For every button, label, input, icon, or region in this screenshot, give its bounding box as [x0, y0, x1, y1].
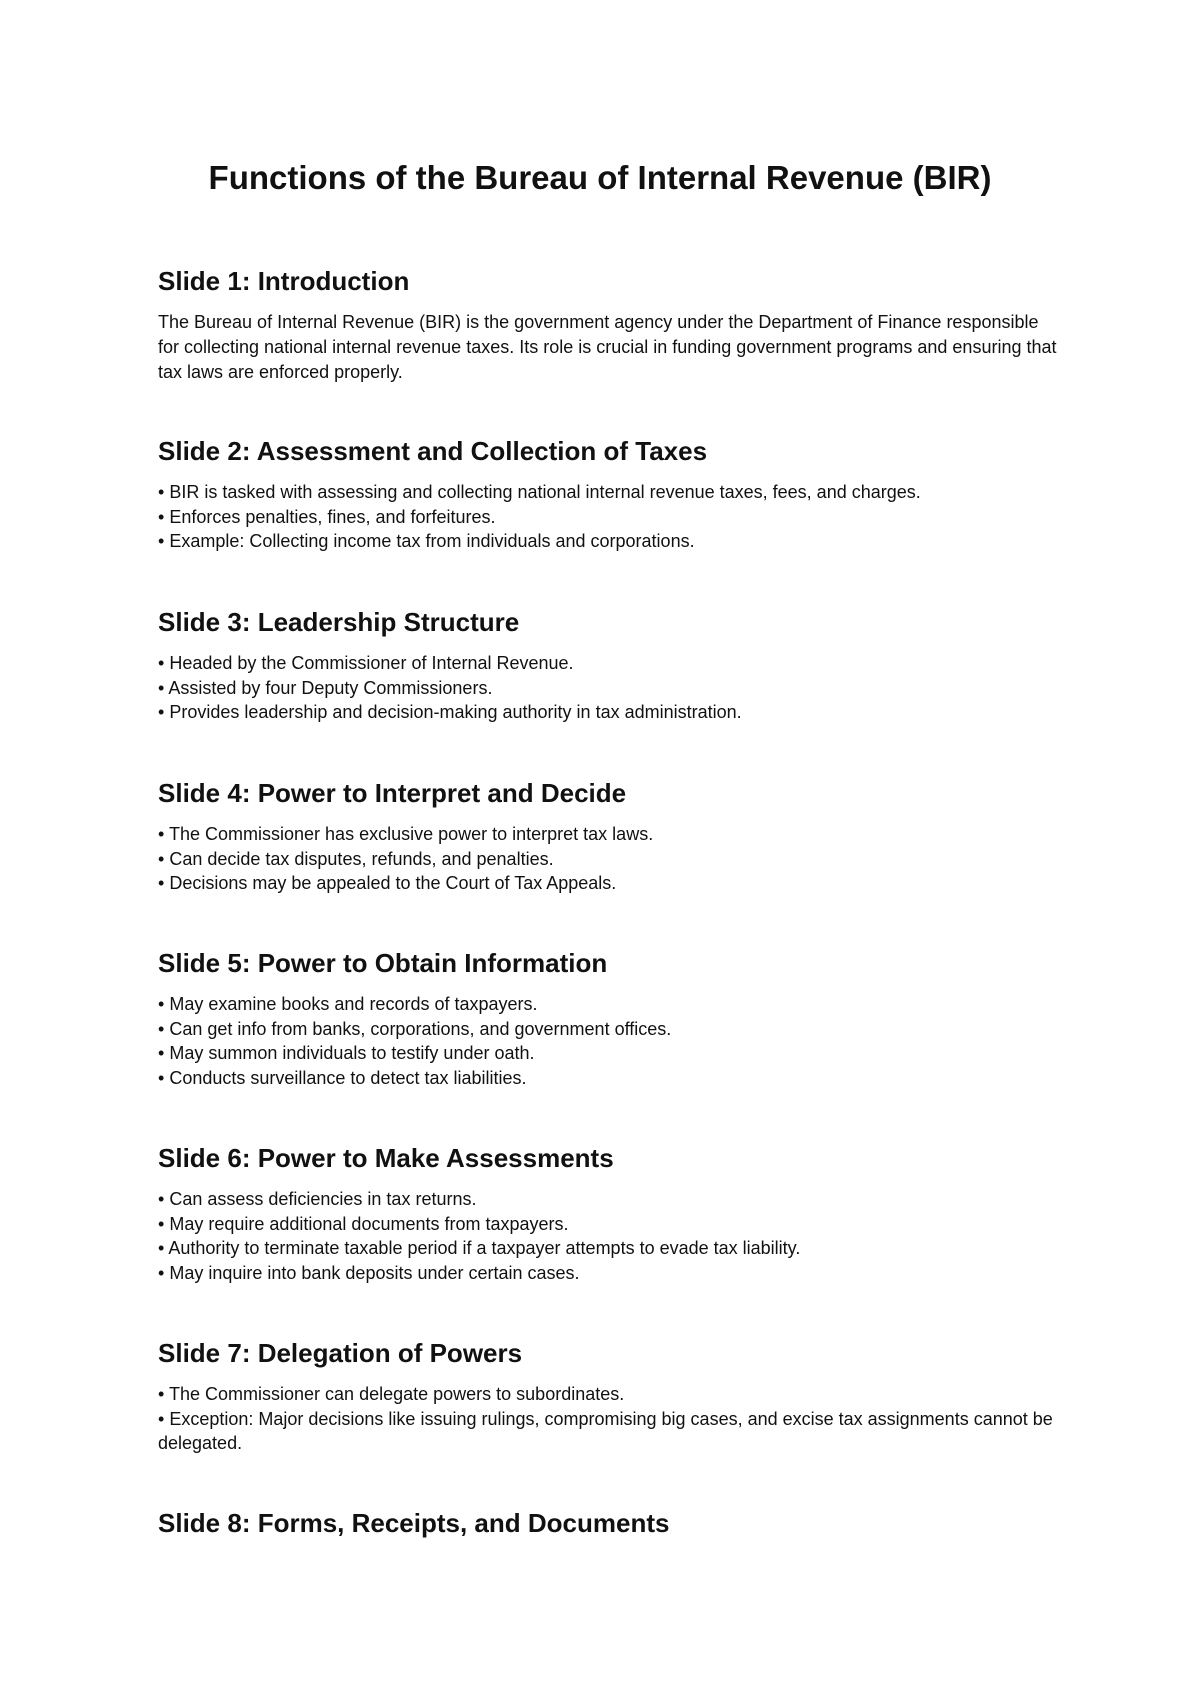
slide-3-section — [158, 605, 1058, 725]
list-item-text: Conducts surveillance to detect tax liabilities. — [169, 1067, 527, 1088]
bullet-glyph: • — [158, 824, 165, 844]
list-item — [158, 676, 1058, 701]
slide-7-section — [158, 1336, 1058, 1456]
list-item-text: The Commissioner can delegate powers to subordinates. — [169, 1384, 625, 1404]
list-item — [158, 505, 1058, 530]
list-item — [158, 1066, 1058, 1091]
slide-6-heading: Slide 6: Power to Make Assessments — [158, 1143, 614, 1173]
bullet-glyph: • — [158, 1213, 165, 1234]
bullet-glyph: • — [158, 1408, 165, 1429]
list-item — [158, 822, 1058, 847]
list-item — [158, 992, 1058, 1017]
list-item-text: Can get info from banks, corporations, and government offices. — [169, 1018, 672, 1039]
list-item — [158, 1017, 1058, 1042]
list-item-text: Enforces penalties, fines, and forfeitures. — [169, 506, 496, 527]
list-item-text: BIR is tasked with assessing and collecting national internal revenue taxes, fees, and charges. — [169, 482, 921, 502]
list-item-text: Decisions may be appealed to the Court of Tax Appeals. — [169, 873, 617, 893]
list-item — [158, 1236, 1058, 1261]
slide-3-heading: Slide 3: Leadership Structure — [158, 607, 520, 637]
slide-8-heading: Slide 8: Forms, Receipts, and Documents — [158, 1508, 670, 1538]
list-item-text: Provides leadership and decision-making authority in tax administration. — [169, 702, 742, 722]
slide-7-bullet-list — [158, 1382, 1058, 1456]
list-item — [158, 529, 1058, 554]
slide-4-bullet-list — [158, 822, 1058, 896]
slide-6-bullet-list — [158, 1187, 1058, 1285]
bullet-glyph: • — [158, 1189, 165, 1209]
bullet-glyph: • — [158, 848, 165, 869]
list-item-text: May inquire into bank deposits under certain cases. — [169, 1262, 580, 1283]
list-item-text: May summon individuals to testify under oath. — [169, 1043, 535, 1063]
list-item — [158, 480, 1058, 505]
list-item-text: Assisted by four Deputy Commissioners. — [168, 677, 493, 698]
slide-2-heading: Slide 2: Assessment and Collection of Taxes — [158, 436, 708, 466]
list-item — [158, 1212, 1058, 1237]
slide-8-section — [158, 1506, 1058, 1540]
list-item — [158, 847, 1058, 872]
bullet-glyph: • — [158, 1043, 165, 1063]
bullet-glyph: • — [158, 482, 165, 502]
bullet-glyph: • — [158, 677, 165, 698]
list-item-text: Authority to terminate taxable period if a taxpayer attempts to evade tax liability. — [168, 1238, 801, 1258]
list-item-text: Headed by the Commissioner of Internal Revenue. — [169, 653, 574, 673]
list-item-text: May require additional documents from taxpayers. — [169, 1213, 569, 1234]
slide-4-section — [158, 776, 1058, 896]
slide-7-heading: Slide 7: Delegation of Powers — [158, 1338, 523, 1368]
slide-5-heading: Slide 5: Power to Obtain Information — [158, 948, 608, 978]
slide-1-section — [158, 264, 1058, 385]
bullet-glyph: • — [158, 1067, 165, 1088]
document-title: Functions of the Bureau of Internal Revenue (BIR) — [208, 159, 992, 196]
slide-4-heading: Slide 4: Power to Interpret and Decide — [158, 778, 627, 808]
slide-1-heading: Slide 1: Introduction — [158, 266, 410, 296]
list-item-text: Example: Collecting income tax from individuals and corporations. — [169, 531, 695, 551]
slide-2-section — [158, 434, 1058, 554]
bullet-glyph: • — [158, 1018, 165, 1039]
bullet-glyph: • — [158, 1384, 165, 1404]
list-item-text: Exception: Major decisions like issuing rulings, compromising big cases, and excise tax assignments cannot be delegated. — [158, 1408, 1053, 1453]
list-item — [158, 1382, 1058, 1407]
list-item-text: May examine books and records of taxpayers. — [169, 994, 538, 1014]
bullet-glyph: • — [158, 506, 165, 527]
bullet-glyph: • — [158, 994, 165, 1014]
list-item — [158, 1041, 1058, 1066]
bullet-glyph: • — [158, 1238, 165, 1258]
bullet-glyph: • — [158, 873, 165, 893]
bullet-glyph: • — [158, 1262, 165, 1283]
list-item — [158, 871, 1058, 896]
list-item-text: Can assess deficiencies in tax returns. — [169, 1189, 477, 1209]
list-item — [158, 1407, 1058, 1456]
list-item-text: The Commissioner has exclusive power to interpret tax laws. — [169, 824, 654, 844]
slide-5-section — [158, 946, 1058, 1090]
slide-3-bullet-list — [158, 651, 1058, 725]
bullet-glyph: • — [158, 653, 165, 673]
slide-5-bullet-list — [158, 992, 1058, 1090]
slide-1-paragraph: The Bureau of Internal Revenue (BIR) is the government agency under the Department of Finance responsible for collecting national internal revenue taxes. Its role is crucial in funding government programs and ensuring that tax laws are enforced properly. — [158, 312, 1057, 382]
list-item — [158, 1261, 1058, 1286]
slide-2-bullet-list — [158, 480, 1058, 554]
list-item — [158, 1187, 1058, 1212]
list-item — [158, 651, 1058, 676]
list-item — [158, 700, 1058, 725]
list-item-text: Can decide tax disputes, refunds, and penalties. — [169, 848, 554, 869]
bullet-glyph: • — [158, 531, 165, 551]
slide-6-section — [158, 1141, 1058, 1285]
bullet-glyph: • — [158, 702, 165, 722]
